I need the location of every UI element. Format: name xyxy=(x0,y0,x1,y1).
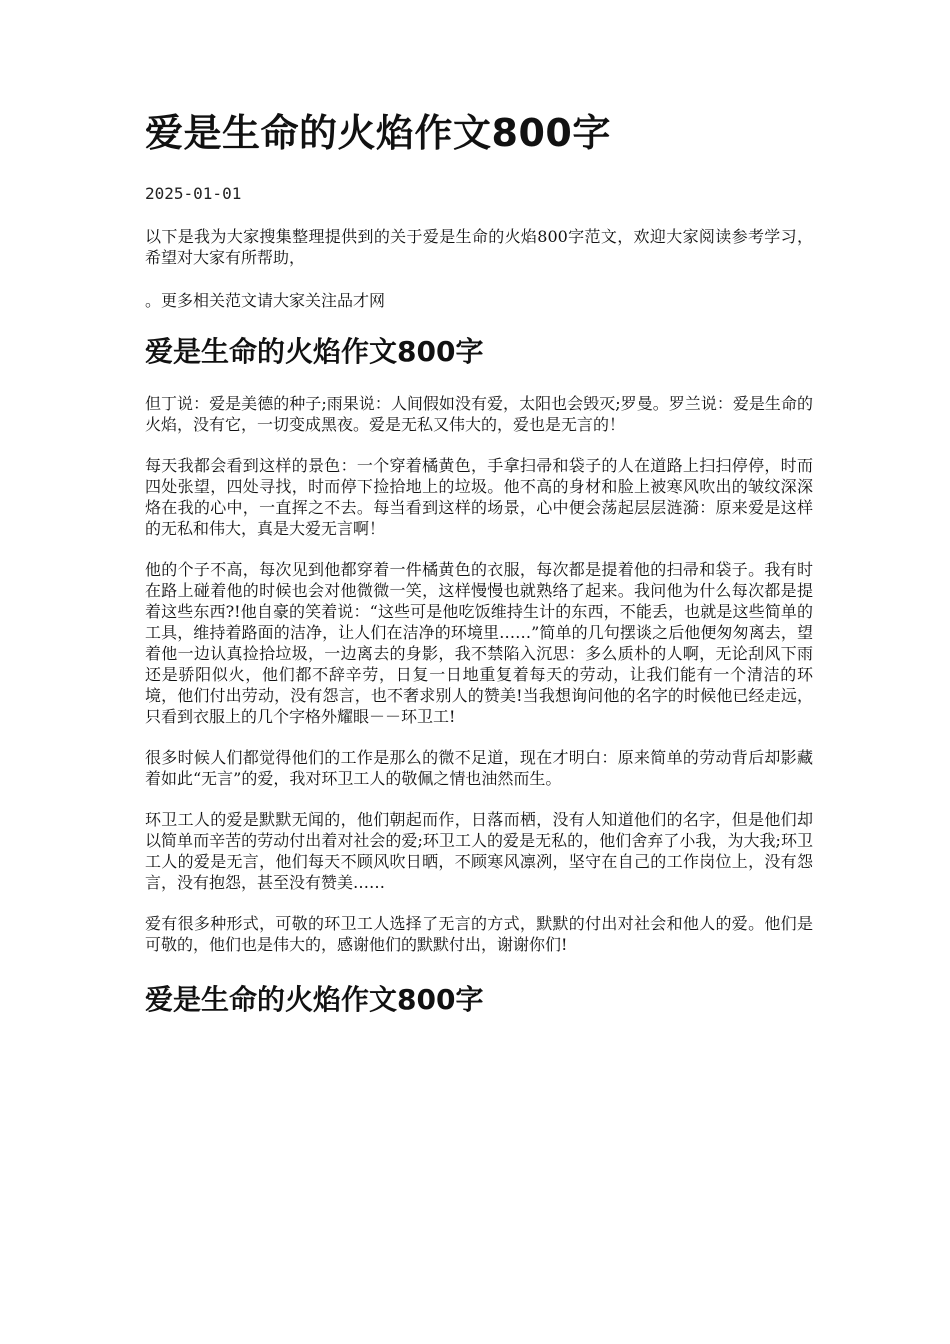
body-paragraph-1: 但丁说：爱是美德的种子;雨果说：人间假如没有爱，太阳也会毁灭;罗曼。罗兰说：爱是生命的火焰，没有它，一切变成黑夜。爱是无私又伟大的，爱也是无言的！ xyxy=(145,393,813,434)
document-title: 爱是生命的火焰作文800字 xyxy=(145,111,611,155)
body-paragraph-2: 每天我都会看到这样的景色：一个穿着橘黄色，手拿扫帚和袋子的人在道路上扫扫停停，时而四处张望，四处寻找，时而停下捡拾地上的垃圾。他不高的身材和脸上被寒风吹出的皱纹深深烙在我的心中，一直挥之不去。每当看到这样的场景，心中便会荡起层层涟漪：原来爱是这样的无私和伟大，真是大爱无言啊！ xyxy=(145,455,813,538)
publish-date: 2025-01-01 xyxy=(145,183,242,203)
intro-paragraph-2: 。更多相关范文请大家关注品才网 xyxy=(145,290,386,310)
body-paragraph-4: 很多时候人们都觉得他们的工作是那么的微不足道，现在才明白：原来简单的劳动背后却影藏着如此“无言”的爱，我对环卫工人的敬佩之情也油然而生。 xyxy=(145,747,813,788)
section-heading-1: 爱是生命的火焰作文800字 xyxy=(145,334,484,368)
section-heading-2: 爱是生命的火焰作文800字 xyxy=(145,982,484,1016)
body-paragraph-3: 他的个子不高，每次见到他都穿着一件橘黄色的衣服，每次都是提着他的扫帚和袋子。我有时在路上碰着他的时候也会对他微微一笑，这样慢慢也就熟络了起来。我问他为什么每次都是提着这些东西?!他自豪的笑着说：“这些可是他吃饭维持生计的东西，不能丢，也就是这些简单的工具，维持着路面的洁净，让人们在洁净的环境里……”简单的几句摆谈之后他便匆匆离去，望着他一边认真捡拾垃圾，一边离去的身影，我不禁陷入沉思：多么质朴的人啊，无论刮风下雨还是骄阳似火，他们都不辞辛劳，日复一日地重复着每天的劳动，让我们能有一个清洁的环境，他们付出劳动，没有怨言，也不奢求别人的赞美!当我想询问他的名字的时候他已经走远，只看到衣服上的几个字格外耀眼－－环卫工! xyxy=(145,559,813,726)
intro-paragraph-1: 以下是我为大家搜集整理提供到的关于爱是生命的火焰800字范文，欢迎大家阅读参考学习，希望对大家有所帮助， xyxy=(145,226,813,267)
body-paragraph-6: 爱有很多种形式，可敬的环卫工人选择了无言的方式，默默的付出对社会和他人的爱。他们是可敬的，他们也是伟大的，感谢他们的默默付出，谢谢你们! xyxy=(145,913,813,954)
body-paragraph-5: 环卫工人的爱是默默无闻的，他们朝起而作，日落而栖，没有人知道他们的名字，但是他们却以简单而辛苦的劳动付出着对社会的爱;环卫工人的爱是无私的，他们舍弃了小我，为大我;环卫工人的爱是无言，他们每天不顾风吹日晒，不顾寒风凛冽，坚守在自己的工作岗位上，没有怨言，没有抱怨，甚至没有赞美…… xyxy=(145,809,813,892)
document-content xyxy=(145,112,813,1017)
